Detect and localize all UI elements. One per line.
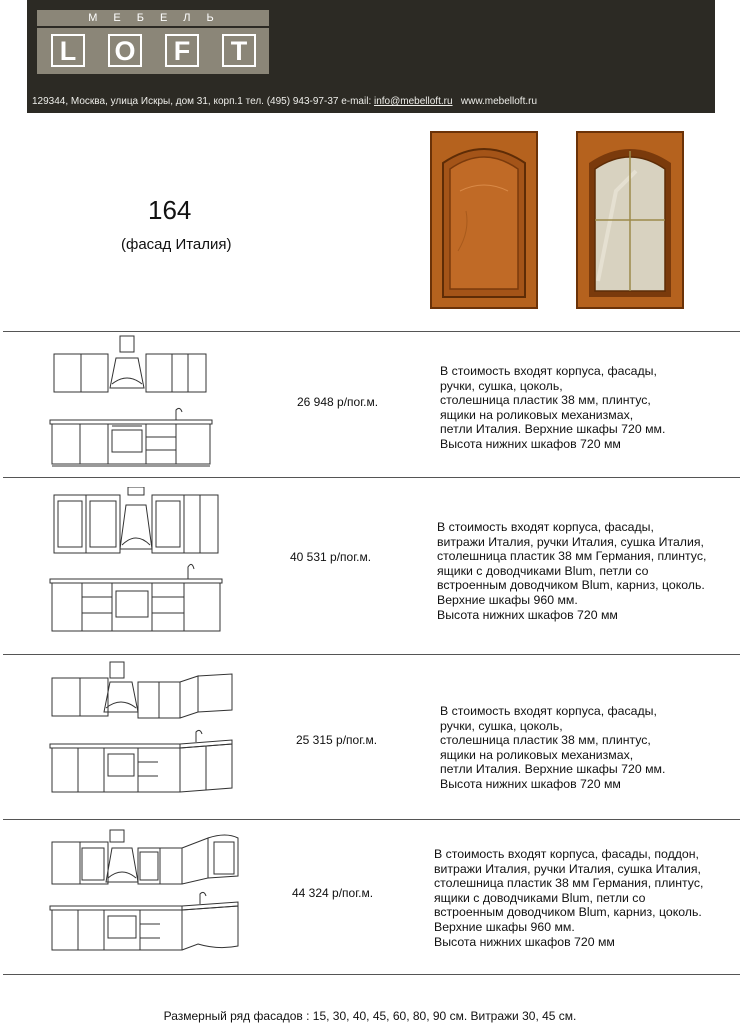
row-divider (3, 477, 740, 478)
header-banner (27, 0, 715, 113)
row-divider (3, 974, 740, 975)
model-subtitle: (фасад Италия) (121, 236, 232, 253)
description-line: ящики с доводчиками Blum, петли со (437, 563, 649, 578)
description-line: ручки, сушка, цоколь, (440, 378, 563, 393)
description-line: В стоимость входят корпуса, фасады, поддон, (434, 847, 699, 861)
description-line: ящики с доводчиками Blum, петли со (434, 890, 646, 905)
price-1: 26 948 р/пог.м. (297, 395, 379, 409)
description-line: Высота нижних шкафов 720 мм (434, 934, 615, 949)
logo-letter-f: F (165, 34, 199, 67)
logo (37, 28, 269, 74)
description-line: В стоимость входят корпуса, фасады, (440, 364, 657, 378)
description-line: ящики на роликовых механизмах, (440, 407, 634, 422)
description-3 (440, 704, 665, 792)
description-line: В стоимость входят корпуса, фасады, (437, 520, 654, 534)
kitchen-drawing-3 (48, 660, 238, 800)
description-line: встроенным доводчиком Blum, карниз, цоколь. (437, 578, 705, 593)
description-line: столешница пластик 38 мм Германия, плинтус, (437, 549, 707, 564)
row-divider (3, 331, 740, 332)
description-line: Верхние шкафы 960 мм. (434, 919, 575, 934)
price-4: 44 324 р/пог.м. (292, 886, 374, 900)
description-line: витражи Италия, ручки Италия, сушка Италия, (434, 861, 701, 876)
price-2: 40 531 р/пог.м. (290, 550, 372, 564)
kitchen-drawing-2 (48, 487, 228, 637)
description-line: Высота нижних шкафов 720 мм (437, 607, 618, 622)
description-line: столешница пластик 38 мм Германия, плинтус, (434, 876, 704, 891)
glass-door-image (576, 131, 684, 309)
description-line: петли Италия. Верхние шкафы 720 мм. (440, 762, 666, 777)
description-line: Верхние шкафы 960 мм. (437, 592, 578, 607)
description-line: Высота нижних шкафов 720 мм (440, 776, 621, 791)
description-line: витражи Италия, ручки Италия, сушка Италия, (437, 534, 704, 549)
contact-line (32, 96, 537, 107)
logo-subtitle (37, 10, 269, 26)
email-link[interactable]: info@mebelloft.ru (374, 96, 453, 107)
description-line: встроенным доводчиком Blum, карниз, цоколь. (434, 905, 702, 920)
price-3: 25 315 р/пог.м. (296, 733, 378, 747)
solid-door-image (430, 131, 538, 309)
logo-letter-t: T (222, 34, 256, 67)
logo-letter-l: L (51, 34, 85, 67)
description-line: ручки, сушка, цоколь, (440, 718, 563, 733)
description-1 (440, 364, 665, 452)
row-divider (3, 819, 740, 820)
website-link[interactable]: www.mebelloft.ru (460, 96, 538, 107)
logo-subtitle-text: МЕБЕЛЬ (88, 12, 230, 24)
description-line: столешница пластик 38 мм, плинтус, (440, 733, 651, 748)
description-line: В стоимость входят корпуса, фасады, (440, 704, 657, 718)
logo-letter-o: O (108, 34, 142, 67)
kitchen-drawing-4 (48, 828, 243, 956)
model-number: 164 (148, 195, 192, 225)
description-2 (437, 520, 706, 622)
description-line: Высота нижних шкафов 720 мм (440, 436, 621, 451)
description-line: столешница пластик 38 мм, плинтус, (440, 393, 651, 408)
description-line: петли Италия. Верхние шкафы 720 мм. (440, 422, 666, 437)
footer-sizes: Размерный ряд фасадов : 15, 30, 40, 45, 60, 80, 90 см. Витражи 30, 45 см. (163, 1009, 577, 1023)
contact-address: 129344, Москва, улица Искры, дом 31, корп.1 тел. (495) 943-97-37 e-mail: (32, 96, 374, 107)
kitchen-drawing-1 (48, 334, 218, 469)
row-divider (3, 654, 740, 655)
description-4 (434, 847, 703, 949)
description-line: ящики на роликовых механизмах, (440, 747, 634, 762)
